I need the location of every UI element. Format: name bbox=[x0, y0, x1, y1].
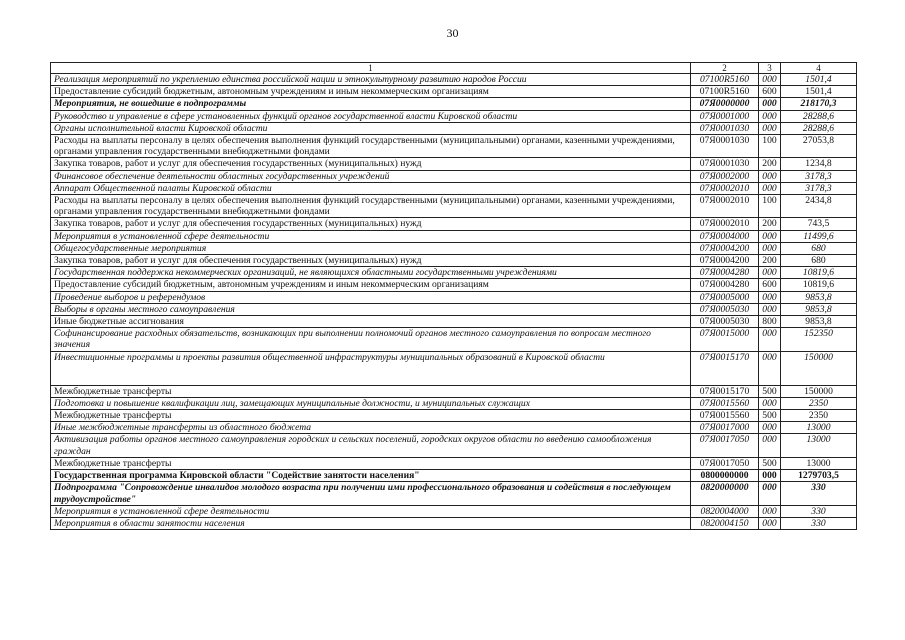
row-sum-cell: 11499,6 bbox=[781, 230, 857, 242]
row-name-cell: Выборы в органы местного самоуправления bbox=[51, 303, 691, 315]
row-kvr-cell: 000 bbox=[759, 267, 781, 279]
row-name-cell: Расходы на выплаты персоналу в целях обеспечения выполнения функций государственными (муниципальными) органами, казенными учреждениями, органами управления государственными внебюджетными фондами bbox=[51, 195, 691, 218]
row-name-cell: Государственная поддержка некоммерческих организаций, не являющихся областными государственными учреждениями bbox=[51, 267, 691, 279]
row-sum-cell: 330 bbox=[781, 482, 857, 505]
row-sum-cell: 150000 bbox=[781, 351, 857, 385]
row-sum-cell: 1501,4 bbox=[781, 74, 857, 86]
row-kvr-cell: 000 bbox=[759, 505, 781, 517]
table-row bbox=[51, 457, 857, 469]
row-sum-cell: 3178,3 bbox=[781, 182, 857, 194]
row-sum-cell: 13000 bbox=[781, 422, 857, 434]
row-code-cell: 07100R5160 bbox=[691, 74, 759, 86]
row-kvr-cell: 000 bbox=[759, 434, 781, 457]
row-sum-cell: 743,5 bbox=[781, 218, 857, 230]
row-kvr-cell: 500 bbox=[759, 457, 781, 469]
row-kvr-cell: 000 bbox=[759, 351, 781, 385]
row-code-cell: 07Я0001030 bbox=[691, 158, 759, 170]
row-sum-cell: 218170,3 bbox=[781, 98, 857, 110]
row-sum-cell: 330 bbox=[781, 517, 857, 529]
table-row bbox=[51, 517, 857, 529]
row-kvr-cell: 500 bbox=[759, 385, 781, 397]
row-kvr-cell: 200 bbox=[759, 255, 781, 267]
row-sum-cell: 28288,6 bbox=[781, 122, 857, 134]
row-name-cell: Иные бюджетные ассигнования bbox=[51, 316, 691, 328]
row-code-cell: 07Я0005030 bbox=[691, 303, 759, 315]
row-name-cell: Предоставление субсидий бюджетным, автономным учреждениям и иным некоммерческим организациям bbox=[51, 279, 691, 291]
row-sum-cell: 3178,3 bbox=[781, 170, 857, 182]
row-name-cell: Мероприятия в установленной сфере деятельности bbox=[51, 230, 691, 242]
row-name-cell: Расходы на выплаты персоналу в целях обеспечения выполнения функций государственными (муниципальными) органами, казенными учреждениями, органами управления государственными внебюджетными фондами bbox=[51, 135, 691, 158]
row-name-cell: Софинансирование расходных обязательств, возникающих при выполнении полномочий органов местного самоуправления по вопросам местного значения bbox=[51, 328, 691, 351]
table-row bbox=[51, 86, 857, 98]
table-row bbox=[51, 328, 857, 351]
row-name-cell: Активизация работы органов местного самоуправления городских и сельских поселений, городских округов области по введению самообложения граждан bbox=[51, 434, 691, 457]
header-col-4: 4 bbox=[781, 63, 857, 74]
row-name-cell: Подготовка и повышение квалификации лиц, замещающих муниципальные должности, и муниципальных служащих bbox=[51, 397, 691, 409]
table-row bbox=[51, 482, 857, 505]
table-row bbox=[51, 316, 857, 328]
row-code-cell: 07Я0002010 bbox=[691, 195, 759, 218]
row-code-cell: 07Я0004000 bbox=[691, 230, 759, 242]
row-code-cell: 07Я0002010 bbox=[691, 218, 759, 230]
row-sum-cell: 1234,8 bbox=[781, 158, 857, 170]
row-kvr-cell: 600 bbox=[759, 86, 781, 98]
row-code-cell: 07Я0000000 bbox=[691, 98, 759, 110]
row-sum-cell: 2434,8 bbox=[781, 195, 857, 218]
row-code-cell: 07Я0015560 bbox=[691, 397, 759, 409]
row-code-cell: 07Я0017050 bbox=[691, 457, 759, 469]
row-sum-cell: 13000 bbox=[781, 457, 857, 469]
table-row bbox=[51, 158, 857, 170]
row-code-cell: 07Я0004280 bbox=[691, 267, 759, 279]
row-kvr-cell: 000 bbox=[759, 182, 781, 194]
row-code-cell: 07Я0017050 bbox=[691, 434, 759, 457]
row-name-cell: Межбюджетные трансферты bbox=[51, 410, 691, 422]
table-row bbox=[51, 470, 857, 482]
row-kvr-cell: 200 bbox=[759, 218, 781, 230]
row-sum-cell: 10819,6 bbox=[781, 267, 857, 279]
row-name-cell: Закупка товаров, работ и услуг для обеспечения государственных (муниципальных) нужд bbox=[51, 255, 691, 267]
table-row bbox=[51, 182, 857, 194]
row-code-cell: 0800000000 bbox=[691, 470, 759, 482]
row-sum-cell: 10819,6 bbox=[781, 279, 857, 291]
row-kvr-cell: 000 bbox=[759, 517, 781, 529]
page-number: 30 bbox=[446, 26, 459, 40]
row-sum-cell: 330 bbox=[781, 505, 857, 517]
row-sum-cell: 1501,4 bbox=[781, 86, 857, 98]
table-row bbox=[51, 267, 857, 279]
table-row bbox=[51, 110, 857, 122]
row-name-cell: Инвестиционные программы и проекты развития общественной инфраструктуры муниципальных образований в Кировской области bbox=[51, 351, 691, 385]
row-code-cell: 0820000000 bbox=[691, 482, 759, 505]
row-name-cell: Государственная программа Кировской области "Содействие занятости населения" bbox=[51, 470, 691, 482]
row-sum-cell: 680 bbox=[781, 242, 857, 254]
row-kvr-cell: 100 bbox=[759, 195, 781, 218]
row-code-cell: 07Я0002000 bbox=[691, 170, 759, 182]
row-sum-cell: 28288,6 bbox=[781, 110, 857, 122]
row-sum-cell: 2350 bbox=[781, 410, 857, 422]
row-code-cell: 07Я0017000 bbox=[691, 422, 759, 434]
row-code-cell: 07Я0004200 bbox=[691, 255, 759, 267]
row-kvr-cell: 000 bbox=[759, 482, 781, 505]
row-name-cell: Финансовое обеспечение деятельности областных государственных учреждений bbox=[51, 170, 691, 182]
row-code-cell: 07Я0015170 bbox=[691, 385, 759, 397]
table-row bbox=[51, 98, 857, 110]
table-row bbox=[51, 74, 857, 86]
row-code-cell: 07Я0002010 bbox=[691, 182, 759, 194]
row-code-cell: 07Я0004200 bbox=[691, 242, 759, 254]
table-row bbox=[51, 434, 857, 457]
row-kvr-cell: 600 bbox=[759, 279, 781, 291]
table-row bbox=[51, 422, 857, 434]
row-name-cell: Проведение выборов и референдумов bbox=[51, 291, 691, 303]
table-row bbox=[51, 170, 857, 182]
row-kvr-cell: 000 bbox=[759, 291, 781, 303]
row-kvr-cell: 000 bbox=[759, 74, 781, 86]
row-sum-cell: 150000 bbox=[781, 385, 857, 397]
row-kvr-cell: 000 bbox=[759, 122, 781, 134]
table-row bbox=[51, 410, 857, 422]
budget-table bbox=[50, 62, 857, 530]
row-code-cell: 07Я0005000 bbox=[691, 291, 759, 303]
row-sum-cell: 680 bbox=[781, 255, 857, 267]
row-name-cell: Мероприятия в области занятости населения bbox=[51, 517, 691, 529]
row-name-cell: Предоставление субсидий бюджетным, автономным учреждениям и иным некоммерческим организациям bbox=[51, 86, 691, 98]
row-kvr-cell: 500 bbox=[759, 410, 781, 422]
row-sum-cell: 1279703,5 bbox=[781, 470, 857, 482]
row-code-cell: 0820004000 bbox=[691, 505, 759, 517]
table-row bbox=[51, 505, 857, 517]
header-col-3: 3 bbox=[759, 63, 781, 74]
table-row bbox=[51, 230, 857, 242]
row-name-cell: Иные межбюджетные трансферты из областного бюджета bbox=[51, 422, 691, 434]
table-row bbox=[51, 385, 857, 397]
row-code-cell: 07Я0015170 bbox=[691, 351, 759, 385]
row-name-cell: Межбюджетные трансферты bbox=[51, 385, 691, 397]
table-row bbox=[51, 291, 857, 303]
row-code-cell: 07Я0015000 bbox=[691, 328, 759, 351]
row-sum-cell: 9853,8 bbox=[781, 316, 857, 328]
table-row bbox=[51, 242, 857, 254]
row-kvr-cell: 100 bbox=[759, 135, 781, 158]
row-code-cell: 07100R5160 bbox=[691, 86, 759, 98]
row-code-cell: 07Я0001030 bbox=[691, 122, 759, 134]
row-kvr-cell: 000 bbox=[759, 328, 781, 351]
row-sum-cell: 13000 bbox=[781, 434, 857, 457]
row-name-cell: Подпрограмма "Сопровождение инвалидов молодого возраста при получении ими профессионального образования и содействия в последующем трудоустройстве" bbox=[51, 482, 691, 505]
row-kvr-cell: 000 bbox=[759, 110, 781, 122]
table-row bbox=[51, 279, 857, 291]
table-row bbox=[51, 122, 857, 134]
row-kvr-cell: 000 bbox=[759, 422, 781, 434]
row-code-cell: 07Я0005030 bbox=[691, 316, 759, 328]
table-row bbox=[51, 397, 857, 409]
row-kvr-cell: 000 bbox=[759, 98, 781, 110]
header-col-2: 2 bbox=[691, 63, 759, 74]
table-row bbox=[51, 135, 857, 158]
row-kvr-cell: 000 bbox=[759, 242, 781, 254]
budget-table-body bbox=[51, 63, 857, 530]
row-sum-cell: 9853,8 bbox=[781, 291, 857, 303]
row-code-cell: 07Я0001030 bbox=[691, 135, 759, 158]
row-kvr-cell: 800 bbox=[759, 316, 781, 328]
row-kvr-cell: 000 bbox=[759, 303, 781, 315]
table-row bbox=[51, 195, 857, 218]
row-code-cell: 07Я0004280 bbox=[691, 279, 759, 291]
row-sum-cell: 152350 bbox=[781, 328, 857, 351]
row-name-cell: Закупка товаров, работ и услуг для обеспечения государственных (муниципальных) нужд bbox=[51, 158, 691, 170]
header-col-1: 1 bbox=[51, 63, 691, 74]
table-row bbox=[51, 255, 857, 267]
row-sum-cell: 27053,8 bbox=[781, 135, 857, 158]
row-name-cell: Мероприятия, не вошедшие в подпрограммы bbox=[51, 98, 691, 110]
table-row bbox=[51, 303, 857, 315]
row-name-cell: Закупка товаров, работ и услуг для обеспечения государственных (муниципальных) нужд bbox=[51, 218, 691, 230]
row-kvr-cell: 000 bbox=[759, 470, 781, 482]
row-code-cell: 0820004150 bbox=[691, 517, 759, 529]
row-kvr-cell: 000 bbox=[759, 230, 781, 242]
row-code-cell: 07Я0001000 bbox=[691, 110, 759, 122]
row-name-cell: Органы исполнительной власти Кировской области bbox=[51, 122, 691, 134]
row-kvr-cell: 000 bbox=[759, 170, 781, 182]
row-name-cell: Руководство и управление в сфере установленных функций органов государственной власти Кировской области bbox=[51, 110, 691, 122]
table-row bbox=[51, 218, 857, 230]
row-name-cell: Аппарат Общественной палаты Кировской области bbox=[51, 182, 691, 194]
row-code-cell: 07Я0015560 bbox=[691, 410, 759, 422]
table-header-row bbox=[51, 63, 857, 74]
row-kvr-cell: 000 bbox=[759, 397, 781, 409]
row-name-cell: Реализация мероприятий по укреплению единства российской нации и этнокультурному развитию народов России bbox=[51, 74, 691, 86]
row-name-cell: Межбюджетные трансферты bbox=[51, 457, 691, 469]
table-row bbox=[51, 351, 857, 385]
row-name-cell: Мероприятия в установленной сфере деятельности bbox=[51, 505, 691, 517]
row-name-cell: Общегосударственные мероприятия bbox=[51, 242, 691, 254]
row-kvr-cell: 200 bbox=[759, 158, 781, 170]
row-sum-cell: 2350 bbox=[781, 397, 857, 409]
row-sum-cell: 9853,8 bbox=[781, 303, 857, 315]
